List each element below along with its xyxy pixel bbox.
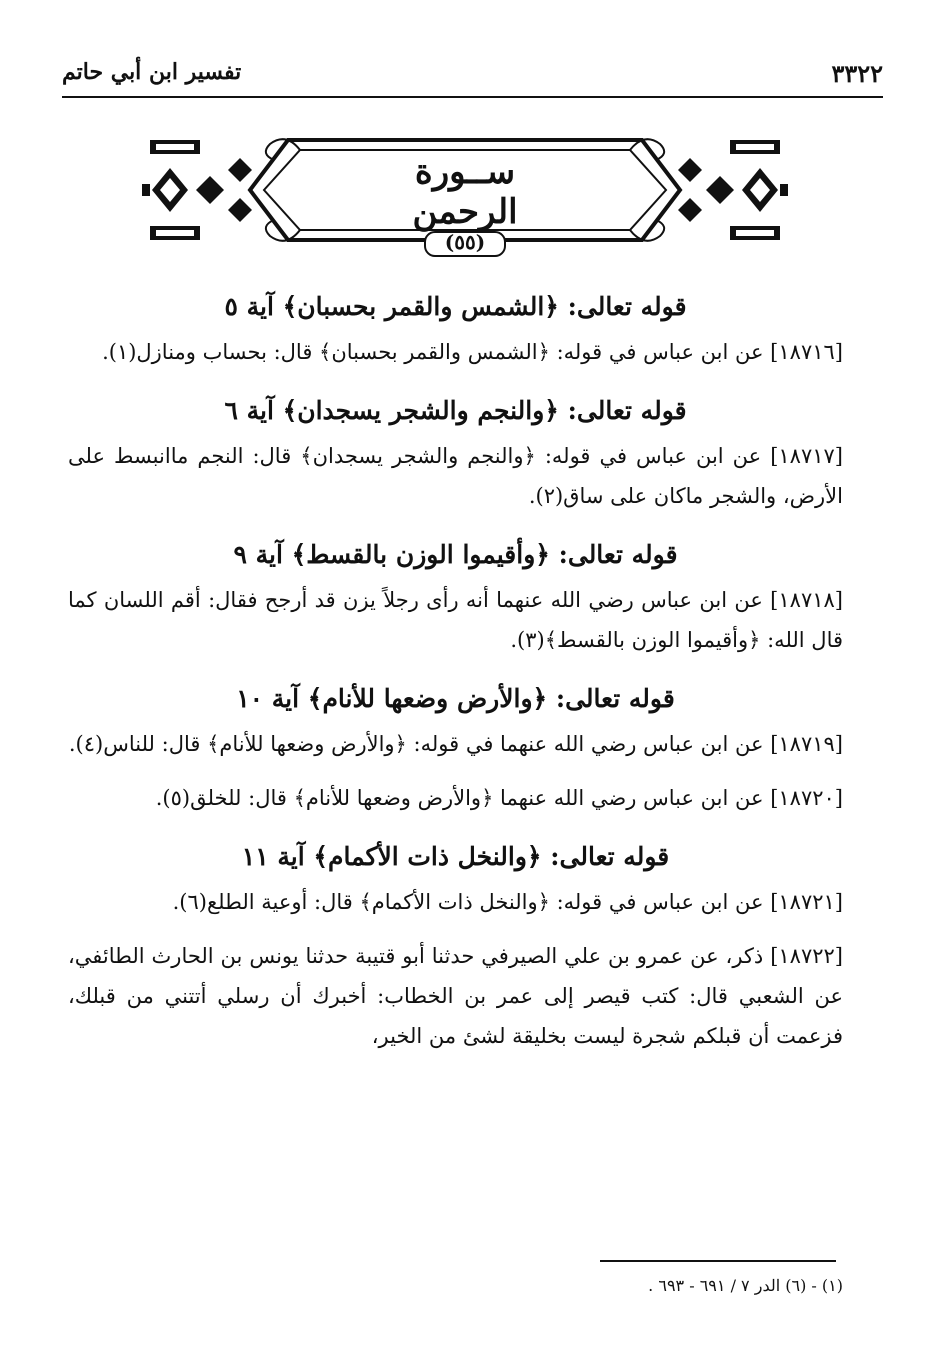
section-heading: قوله تعالى: ﴿الشمس والقمر بحسبان﴾ آية ٥ xyxy=(224,292,687,321)
narration-paragraph: [١٨٧٢٢] ذكر، عن عمرو بن علي الصيرفي حدثنا أبو قتيبة حدثنا يونس بن الحارث الطائفي، عن الشعبي قال: كتب قيصر إلى عمر بن الخطاب: أخبرك أن رسلي أتتني من قبلك، فزعمت أن قبلكم شجرة ليست بخليقة لشئ من الخير، xyxy=(68,944,843,1048)
narration-paragraph: [١٨٧١٦] عن ابن عباس في قوله: ﴿الشمس والقمر بحسبان﴾ قال: بحساب ومنازل(١). xyxy=(102,340,843,364)
tafsir-content xyxy=(68,276,843,1070)
narration-paragraph: [١٨٧٢٠] عن ابن عباس رضي الله عنهما ﴿والأرض وضعها للأنام﴾ قال: للخلق(٥). xyxy=(155,786,843,810)
running-header xyxy=(62,55,883,95)
narration-paragraph: [١٨٧١٧] عن ابن عباس في قوله: ﴿والنجم والشجر يسجدان﴾ قال: النجم ماانبسط على الأرض، والشجر ماكان على ساق(٢). xyxy=(68,444,843,508)
section-heading: قوله تعالى: ﴿والنجم والشجر يسجدان﴾ آية ٦ xyxy=(224,396,687,425)
narration-paragraph: [١٨٧١٩] عن ابن عباس رضي الله عنهما في قوله: ﴿والأرض وضعها للأنام﴾ قال: للناس(٤). xyxy=(68,732,843,756)
footnote: (١) - (٦) الدر ٧ / ٦٩١ - ٦٩٣ . xyxy=(648,1276,843,1295)
page-number: ٣٣٢٢ xyxy=(831,59,883,88)
surah-banner xyxy=(140,118,790,278)
section-verse-5 xyxy=(68,282,843,372)
section-verse-11 xyxy=(68,832,843,1056)
header-rule xyxy=(62,96,883,98)
book-title: تفسير ابن أبي حاتم xyxy=(62,59,242,85)
section-verse-9 xyxy=(68,530,843,660)
section-heading: قوله تعالى: ﴿وأقيموا الوزن بالقسط﴾ آية ٩ xyxy=(233,540,678,569)
section-heading: قوله تعالى: ﴿والنخل ذات الأكمام﴾ آية ١١ xyxy=(241,842,670,871)
section-verse-6 xyxy=(68,386,843,516)
surah-title: ســورة الرحمن xyxy=(412,152,518,232)
footnote-rule xyxy=(600,1260,836,1262)
section-verse-10 xyxy=(68,674,843,818)
narration-paragraph: [١٨٧٢١] عن ابن عباس في قوله: ﴿والنخل ذات الأكمام﴾ قال: أوعية الطلع(٦). xyxy=(172,890,843,914)
section-heading: قوله تعالى: ﴿والأرض وضعها للأنام﴾ آية ١٠ xyxy=(236,684,675,713)
surah-number: (٥٥) xyxy=(444,230,486,254)
narration-paragraph: [١٨٧١٨] عن ابن عباس رضي الله عنهما أنه رأى رجلاً يزن قد أرجح فقال: أقم اللسان كما قال الله: ﴿وأقيموا الوزن بالقسط﴾(٣). xyxy=(68,588,843,652)
